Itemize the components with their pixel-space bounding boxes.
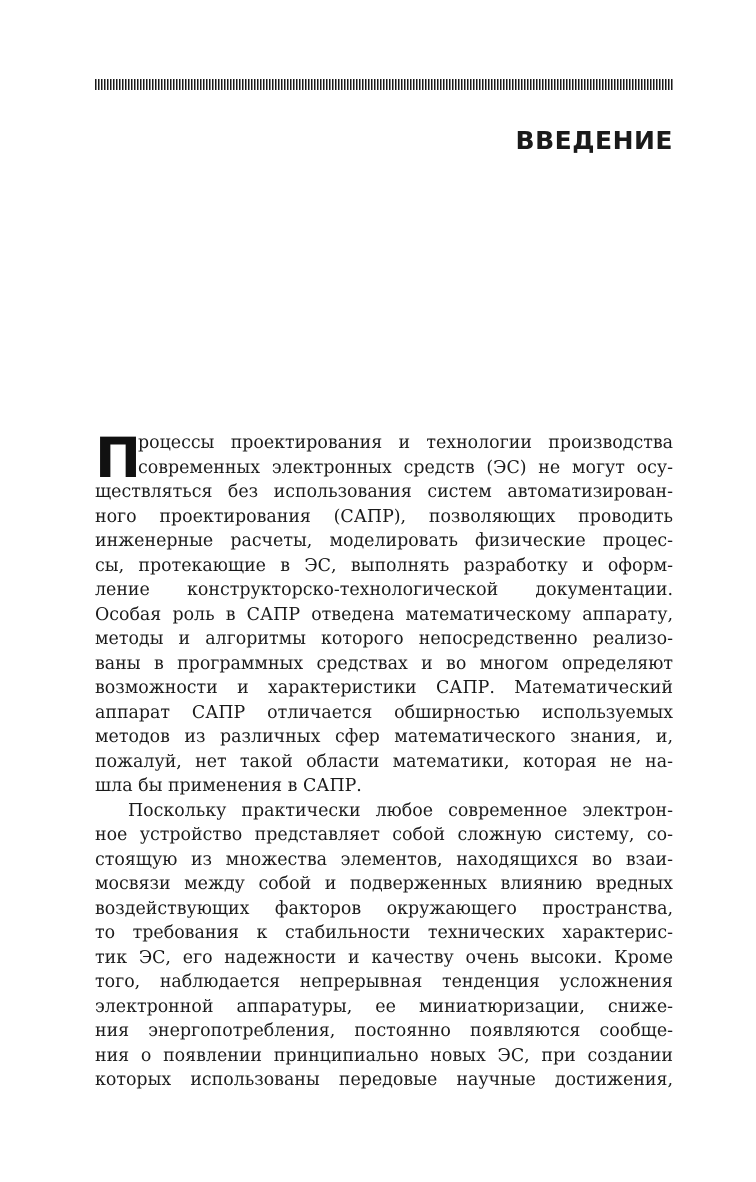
body-text xyxy=(95,426,673,1093)
header-rule xyxy=(95,79,673,90)
text-line: стоящую из множества элементов, находящихся во взаи- xyxy=(95,849,673,870)
text-line: то требования к стабильности технических характерис- xyxy=(95,923,673,943)
text-line: ного проектирования (САПР), позволяющих проводить xyxy=(95,506,673,527)
text-line: ваны в программных средствах и во многом определяют xyxy=(95,653,673,674)
text-line: ния энергопотребления, постоянно появляются сообще- xyxy=(95,1021,673,1041)
text-line: шла бы применения в САПР. xyxy=(95,776,362,796)
text-line: роцессы проектирования и технологии производства xyxy=(138,433,673,453)
text-line: ния о появлении принципиально новых ЭС, при создании xyxy=(95,1045,673,1066)
drop-cap: П xyxy=(95,426,142,490)
text-line: современных электронных средств (ЭС) не могут осу- xyxy=(138,457,673,478)
paragraph-1 xyxy=(95,426,673,799)
text-line: воздействующих факторов окружающего пространства, xyxy=(95,898,673,919)
text-line: ное устройство представляет собой сложную систему, со- xyxy=(95,825,673,845)
text-line: мосвязи между собой и подверженных влиянию вредных xyxy=(95,874,673,894)
text-line: пожалуй, нет такой области математики, которая не на- xyxy=(95,751,673,772)
text-line: инженерные расчеты, моделировать физические процес- xyxy=(95,531,673,551)
chapter-heading: ВВЕДЕНИЕ xyxy=(515,126,673,155)
text-line: методы и алгоритмы которого непосредственно реализо- xyxy=(95,629,673,649)
text-line: методов из различных сфер математического знания, и, xyxy=(95,727,673,747)
text-line: ление конструкторско-технологической документации. xyxy=(95,580,673,600)
text-line: тик ЭС, его надежности и качеству очень высоки. Кроме xyxy=(95,947,673,968)
text-line: которых использованы передовые научные достижения, xyxy=(95,1070,673,1090)
text-line: Поскольку практически любое современное электрон- xyxy=(128,800,673,821)
text-line: возможности и характеристики САПР. Математический xyxy=(95,678,673,698)
text-line: аппарат САПР отличается обширностью используемых xyxy=(95,702,673,723)
paragraph-2 xyxy=(95,799,673,1093)
text-line: того, наблюдается непрерывная тенденция усложнения xyxy=(95,972,673,992)
text-line: электронной аппаратуры, ее миниатюризации, сниже- xyxy=(95,996,673,1017)
text-line: ществляться без использования систем автоматизирован- xyxy=(95,482,673,502)
text-line: сы, протекающие в ЭС, выполнять разработку и оформ- xyxy=(95,555,673,576)
text-line: Особая роль в САПР отведена математическому аппарату, xyxy=(95,604,673,625)
